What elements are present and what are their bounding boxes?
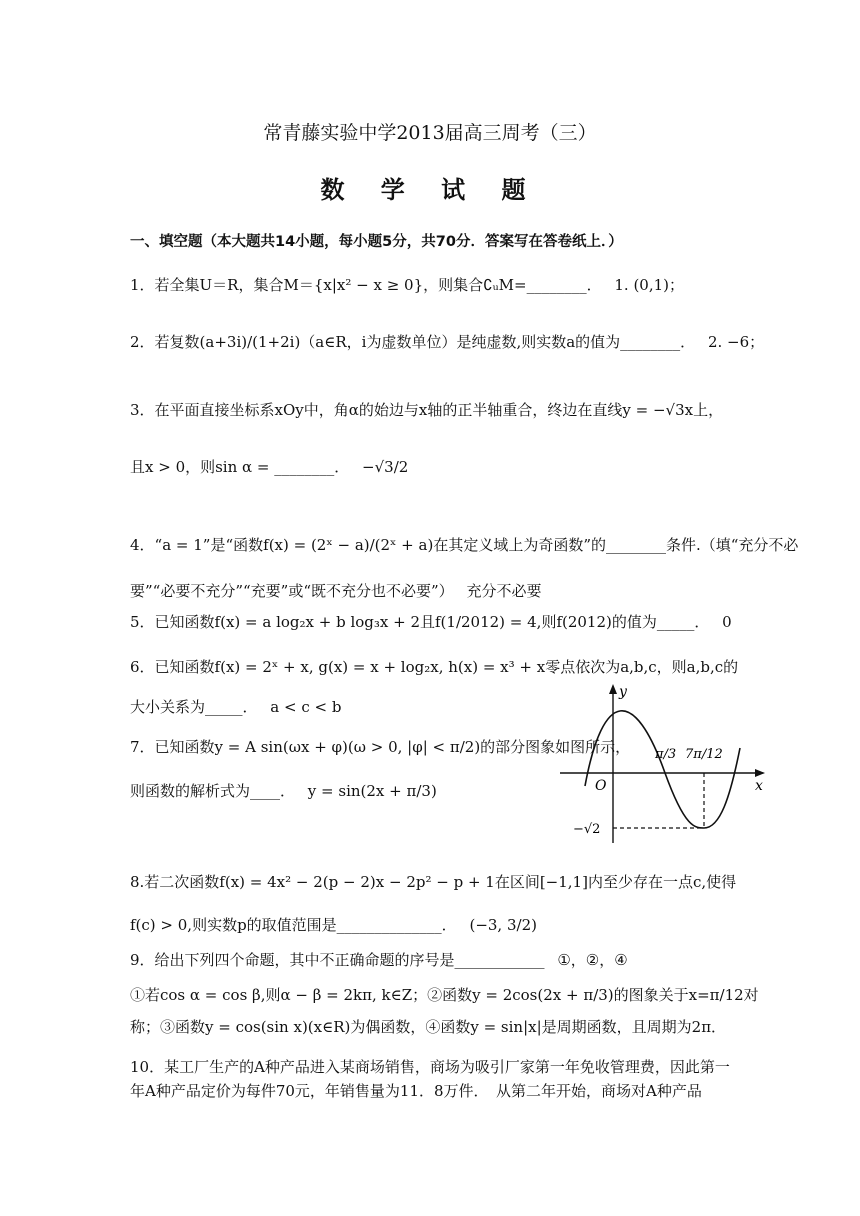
question-4-line1: 4．“a = 1”是“函数f(x) = (2ˣ − a)/(2ˣ + a)在其定义域上为奇函数”的________条件.（填“充分不必 bbox=[130, 536, 799, 554]
question-10-line1: 10．某工厂生产的A种产品进入某商场销售，商场为吸引厂家第一年免收管理费，因此第一 bbox=[130, 1058, 730, 1076]
question-6-line1: 6．已知函数f(x) = 2ˣ + x, g(x) = x + log₂x, h(x) = x³ + x零点依次为a,b,c，则a,b,c的 bbox=[130, 658, 739, 676]
sine-curve bbox=[585, 711, 740, 828]
question-9-text: 9．给出下列四个命题，其中不正确命题的序号是____________ bbox=[130, 951, 545, 969]
question-9-answer: ①，②，④ bbox=[557, 951, 628, 969]
origin-label: O bbox=[595, 778, 607, 794]
question-1-answer: 1. (0,1)； bbox=[614, 276, 685, 294]
y-axis-arrow bbox=[609, 684, 617, 694]
question-9-line1 bbox=[130, 950, 628, 970]
question-6-line2 bbox=[130, 697, 341, 717]
question-1 bbox=[130, 275, 684, 295]
question-3-text: 且x > 0，则sin α = ________． bbox=[130, 458, 350, 476]
question-6-answer: a < c < b bbox=[270, 698, 342, 716]
question-2-answer: 2. −6； bbox=[707, 333, 765, 351]
question-1-text: 1．若全集U＝R，集合M＝{x|x² − x ≥ 0}，则集合∁ᵤM=________． bbox=[130, 276, 602, 294]
x-axis-arrow bbox=[755, 769, 765, 777]
question-7-text: 则函数的解析式为____． bbox=[130, 782, 296, 800]
question-7-line1: 7．已知函数y = A sin(ωx + φ)(ω > 0, |φ| < π/2)的部分图象如图所示， bbox=[130, 738, 631, 756]
question-8-answer: (−3, 3/2) bbox=[469, 916, 537, 934]
section-heading: 一、填空题（本大题共14小题，每小题5分，共70分．答案写在答卷纸上．） bbox=[130, 234, 623, 250]
question-9-line3: 称；③函数y = cos(sin x)(x∈R)为偶函数，④函数y = sin|x|是周期函数，且周期为2π． bbox=[130, 1018, 727, 1036]
question-10-line2: 年A种产品定价为每件70元，年销售量为11．8万件． 从第二年开始，商场对A种产品 bbox=[130, 1082, 702, 1100]
exam-title: 数 学 试 题 bbox=[320, 176, 540, 204]
question-7-line2 bbox=[130, 781, 437, 801]
question-8-line2 bbox=[130, 915, 537, 935]
question-4-line2 bbox=[130, 581, 541, 601]
school-heading: 常青藤实验中学2013届高三周考（三） bbox=[263, 122, 597, 144]
question-8-line1: 8.若二次函数f(x) = 4x² − 2(p − 2)x − 2p² − p + 1在区间[−1,1]内至少存在一点c,使得 bbox=[130, 873, 737, 891]
question-9-line2: ①若cos α = cos β,则α − β = 2kπ, k∈Z；②函数y = 2cos(2x + π/3)的图象关于x=π/12对 bbox=[130, 986, 759, 1004]
question-3-line1: 3．在平面直接坐标系xOy中，角α的始边与x轴的正半轴重合，终边在直线y = −√3x上， bbox=[130, 401, 724, 419]
question-7-answer: y = sin(2x + π/3) bbox=[307, 782, 437, 800]
y-label: y bbox=[619, 684, 627, 700]
min-value-label: −√2 bbox=[573, 822, 601, 837]
question-3-answer: −√3/2 bbox=[362, 458, 409, 476]
question-5-text: 5．已知函数f(x) = a log₂x + b log₃x + 2且f(1/2012) = 4,则f(2012)的值为_____． bbox=[130, 613, 710, 631]
question-6-text: 大小关系为_____． bbox=[130, 698, 258, 716]
sine-graph bbox=[555, 678, 770, 848]
question-2 bbox=[130, 332, 764, 352]
tick-7pi-over-12: 7π/12 bbox=[685, 747, 723, 762]
question-2-text: 2．若复数(a+3i)/(1+2i)（a∈R，i为虚数单位）是纯虚数,则实数a的值为________． bbox=[130, 333, 696, 351]
x-label: x bbox=[755, 778, 763, 794]
question-5-answer: 0 bbox=[722, 613, 732, 631]
question-4-text: 要”“必要不充分”“充要”或“既不充分也不必要”） bbox=[130, 582, 454, 600]
tick-pi-over-3: π/3 bbox=[655, 747, 677, 762]
question-4-answer: 充分不必要 bbox=[466, 582, 542, 600]
question-3-line2 bbox=[130, 457, 408, 477]
question-5 bbox=[130, 612, 732, 632]
question-8-text: f(c) > 0,则实数p的取值范围是______________． bbox=[130, 916, 457, 934]
